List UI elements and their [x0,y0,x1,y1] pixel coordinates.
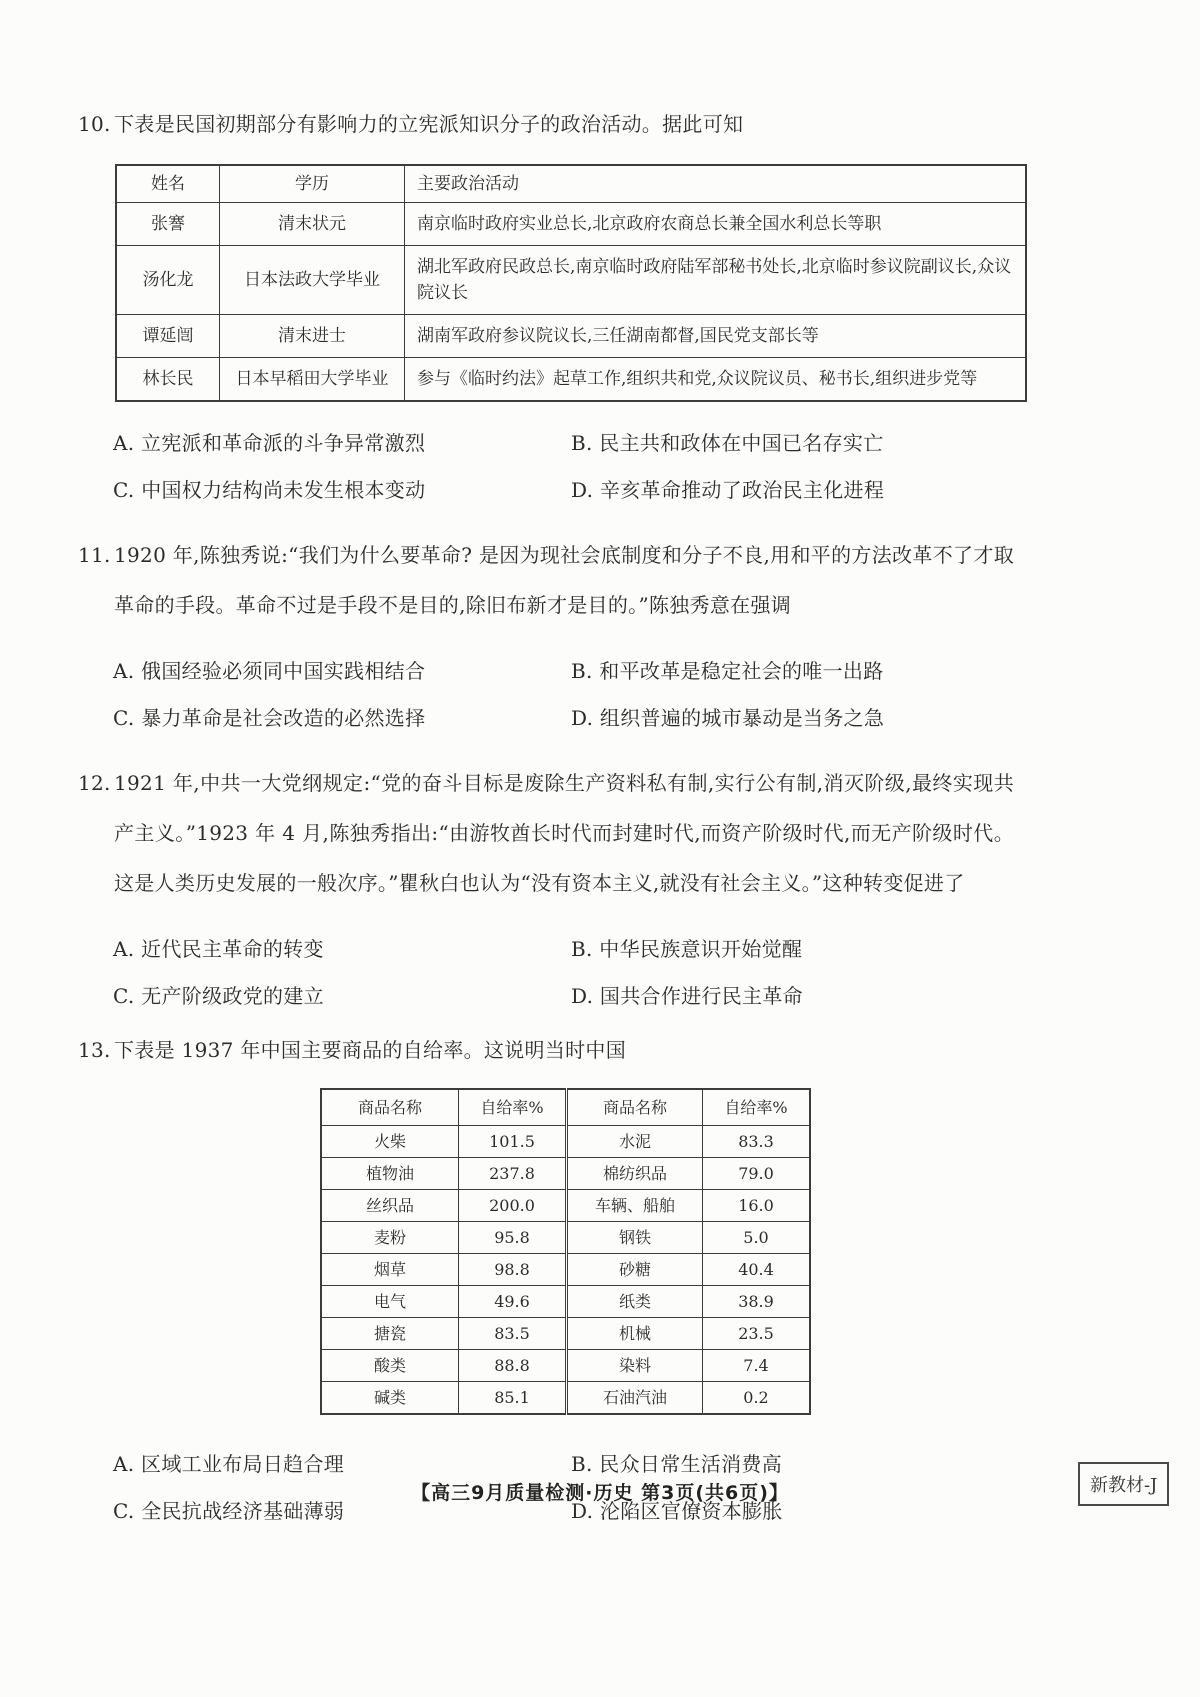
table-cell: 日本早稻田大学毕业 [220,358,405,402]
question-11 [78,530,1014,742]
table-row [321,1382,810,1415]
table-header-row [116,165,1026,203]
table-cell: 23.5 [703,1318,811,1350]
page-footer: 【高三9月质量检测·历史 第3页(共6页)】 [411,1482,789,1504]
table-row [116,358,1026,402]
table-row [116,203,1026,246]
q13-option-a: A. 区域工业布局日趋合理 [113,1452,345,1476]
edition-tag: 新教材-J [1078,1462,1169,1506]
table-cell: 钢铁 [567,1222,703,1254]
table-row [321,1286,810,1318]
column-header: 商品名称 [321,1089,459,1126]
q13-option-c: C. 全民抗战经济基础薄弱 [113,1499,345,1523]
table-cell: 南京临时政府实业总长,北京政府农商总长兼全国水利总长等职 [405,203,1027,246]
question-12-number: 12. [78,771,111,795]
q10-options [113,420,1014,514]
spacer [78,1020,1014,1036]
table-cell: 101.5 [459,1126,567,1158]
question-11-stem [78,530,1014,630]
q10-option-d: D. 辛亥革命推动了政治民主化进程 [571,478,885,502]
table-cell: 谭延闿 [116,315,220,358]
table-cell: 95.8 [459,1222,567,1254]
table-cell: 79.0 [703,1158,811,1190]
table-cell: 酸类 [321,1350,459,1382]
column-header: 学历 [220,165,405,203]
table-row [321,1126,810,1158]
table-row [321,1254,810,1286]
q11-option-c: C. 暴力革命是社会改造的必然选择 [113,706,426,730]
q11-option-d: D. 组织普遍的城市暴动是当务之急 [571,706,885,730]
table-cell: 染料 [567,1350,703,1382]
question-12-text: 1921 年,中共一大党纲规定:“党的奋斗目标是废除生产资料私有制,实行公有制,消灭阶级,最终实现共产主义。”1923 年 4 月,陈独秀指出:“由游牧酋长时代而封建时代,而资产阶级时代,而无产阶级时代。这是人类历史发展的一般次序。”瞿秋白也认为“没有资本主义,就没有社会主义。”这种转变促进了 [114,771,1014,895]
table-cell: 水泥 [567,1126,703,1158]
q10-table [115,164,1027,402]
table-row [321,1350,810,1382]
q12-option-c: C. 无产阶级政党的建立 [113,984,324,1008]
table-cell: 38.9 [703,1286,811,1318]
table-cell: 200.0 [459,1190,567,1222]
question-13-stem [78,1036,1014,1064]
table-cell: 烟草 [321,1254,459,1286]
table-cell: 16.0 [703,1190,811,1222]
table-cell: 88.8 [459,1350,567,1382]
table-row [116,315,1026,358]
table-cell: 0.2 [703,1382,811,1415]
table-cell: 83.5 [459,1318,567,1350]
table-row [321,1222,810,1254]
table-row [321,1158,810,1190]
table-cell: 日本法政大学毕业 [220,246,405,315]
question-13-number: 13. [78,1038,111,1062]
table-cell: 车辆、船舶 [567,1190,703,1222]
table-cell: 湖南军政府参议院议长,三任湖南都督,国民党支部长等 [405,315,1027,358]
table-cell: 林长民 [116,358,220,402]
q13-table [320,1088,811,1415]
q12-option-d: D. 国共合作进行民主革命 [571,984,803,1008]
table-cell: 湖北军政府民政总长,南京临时政府陆军部秘书处长,北京临时参议院副议长,众议院议长 [405,246,1027,315]
table-cell: 石油汽油 [567,1382,703,1415]
q12-option-b: B. 中华民族意识开始觉醒 [571,937,803,961]
table-header-row [321,1089,810,1126]
column-header: 自给率% [703,1089,811,1126]
table-row [321,1318,810,1350]
question-10-stem [78,110,1014,138]
table-cell: 汤化龙 [116,246,220,315]
q10-option-b: B. 民主共和政体在中国已名存实亡 [571,431,884,455]
question-11-text: 1920 年,陈独秀说:“我们为什么要革命? 是因为现社会底制度和分子不良,用和平的方法改革不了才取革命的手段。革命不过是手段不是目的,除旧布新才是目的。”陈独秀意在强调 [114,543,1014,617]
table-cell: 49.6 [459,1286,567,1318]
column-header: 自给率% [459,1089,567,1126]
table-cell: 火柴 [321,1126,459,1158]
table-cell: 5.0 [703,1222,811,1254]
table-cell: 植物油 [321,1158,459,1190]
table-cell: 丝织品 [321,1190,459,1222]
table-cell: 85.1 [459,1382,567,1415]
table-cell: 机械 [567,1318,703,1350]
q12-options [113,926,1014,1020]
question-10-text: 下表是民国初期部分有影响力的立宪派知识分子的政治活动。据此可知 [114,112,744,136]
q12-option-a: A. 近代民主革命的转变 [113,937,324,961]
page-content [78,110,1014,1535]
spacer [78,742,1014,758]
q11-options [113,648,1014,742]
table-cell: 参与《临时约法》起草工作,组织共和党,众议院议员、秘书长,组织进步党等 [405,358,1027,402]
column-header: 主要政治活动 [405,165,1027,203]
table-cell: 40.4 [703,1254,811,1286]
table-cell: 电气 [321,1286,459,1318]
table-cell: 清末状元 [220,203,405,246]
q11-option-a: A. 俄国经验必须同中国实践相结合 [113,659,426,683]
column-header: 姓名 [116,165,220,203]
table-cell: 麦粉 [321,1222,459,1254]
question-11-number: 11. [78,543,111,567]
spacer [78,514,1014,530]
question-13-text: 下表是 1937 年中国主要商品的自给率。这说明当时中国 [114,1038,627,1062]
table-cell: 237.8 [459,1158,567,1190]
table-cell: 7.4 [703,1350,811,1382]
q13-option-b: B. 民众日常生活消费高 [571,1452,783,1476]
table-cell: 纸类 [567,1286,703,1318]
table-cell: 张謇 [116,203,220,246]
question-13 [78,1036,1014,1535]
question-10-number: 10. [78,112,111,136]
q10-option-c: C. 中国权力结构尚未发生根本变动 [113,478,426,502]
q13-option-d: D. 沦陷区官僚资本膨胀 [571,1499,783,1523]
table-row [116,246,1026,315]
table-cell: 搪瓷 [321,1318,459,1350]
question-12 [78,758,1014,1020]
table-cell: 棉纺织品 [567,1158,703,1190]
column-header: 商品名称 [567,1089,703,1126]
table-cell: 砂糖 [567,1254,703,1286]
table-row [321,1190,810,1222]
table-cell: 83.3 [703,1126,811,1158]
q10-option-a: A. 立宪派和革命派的斗争异常激烈 [113,431,426,455]
table-cell: 清末进士 [220,315,405,358]
question-12-stem [78,758,1014,908]
table-cell: 碱类 [321,1382,459,1415]
q11-option-b: B. 和平改革是稳定社会的唯一出路 [571,659,884,683]
table-cell: 98.8 [459,1254,567,1286]
question-10 [78,110,1014,514]
